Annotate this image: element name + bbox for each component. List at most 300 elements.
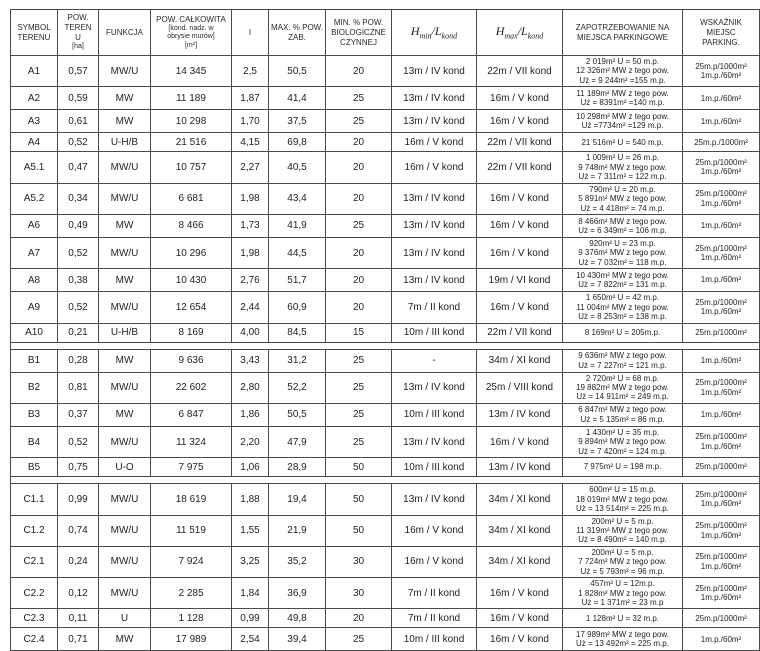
parking-line: 2 720m² U = 68 m.p. (585, 373, 660, 383)
cell-hmin-C2.4: 10m / III kond (392, 628, 477, 651)
header-label-line: SYMBOL (17, 22, 51, 32)
cell-i-B3: 1,86 (232, 403, 269, 426)
table-row-A7 (11, 237, 760, 268)
cell-hmin-A6: 13m / IV kond (392, 214, 477, 237)
cell-funkcja-B5: U-O (99, 458, 151, 477)
parking-line: 10 298m² MW z tego pow. (576, 111, 669, 121)
wskaznik-line: 1m.p./60m² (700, 221, 742, 231)
cell-minb-B5: 50 (326, 458, 392, 477)
header-label-line: POW. (67, 13, 89, 23)
cell-wskaznik-A5.2 (683, 183, 760, 214)
parking-line: 6 847m² MW z tego pow. (578, 405, 667, 415)
cell-maxz-A6: 41,9 (269, 214, 326, 237)
wskaznik-line: 1m.p./60m² (700, 387, 742, 397)
parking-line: Uż = 13 514m² = 225 m.p. (576, 504, 669, 514)
table-row-A5.2 (11, 183, 760, 214)
cell-pow-A10: 0,21 (58, 323, 99, 342)
cell-funkcja-B4: MW/U (99, 426, 151, 457)
table-row-A10 (11, 323, 760, 342)
cell-funkcja-A2: MW (99, 87, 151, 110)
cell-powc-C2.4: 17 989 (151, 628, 232, 651)
header-cell-symbol (11, 10, 58, 56)
cell-funkcja-B2: MW/U (99, 372, 151, 403)
cell-pow-A7: 0,52 (58, 237, 99, 268)
parking-line: Uż = 13 492m² = 225 m.p. (576, 639, 669, 649)
table-row-A5.1 (11, 152, 760, 183)
wskaznik-line: 1m.p./60m² (700, 198, 742, 208)
cell-pow-A6: 0,49 (58, 214, 99, 237)
cell-parking-A6 (563, 214, 683, 237)
cell-symbol-A1: A1 (11, 56, 58, 87)
parking-line: 17 989m² MW z tego pow. (576, 630, 669, 639)
cell-wskaznik-A2 (683, 87, 760, 110)
cell-symbol-A10: A10 (11, 323, 58, 342)
cell-hmin-B4: 13m / IV kond (392, 426, 477, 457)
parking-line: 920m² U = 23 m.p. (589, 238, 656, 248)
cell-funkcja-B3: MW (99, 403, 151, 426)
cell-powc-C1.1: 18 619 (151, 484, 232, 515)
cell-i-C1.2: 1,55 (232, 515, 269, 546)
cell-symbol-B1: B1 (11, 349, 58, 372)
section-separator-row (11, 342, 760, 349)
header-label-line: TERENU (17, 32, 51, 42)
cell-parking-A5.2 (563, 183, 683, 214)
cell-hmin-A2: 13m / IV kond (392, 87, 477, 110)
cell-powc-A6: 8 466 (151, 214, 232, 237)
parking-line: Uż =7734m² =129 m.p. (581, 121, 664, 131)
cell-symbol-B4: B4 (11, 426, 58, 457)
wskaznik-line: 1m.p./60m² (700, 167, 742, 177)
header-cell-wskaznik (683, 10, 760, 56)
cell-pow-A4: 0,52 (58, 133, 99, 152)
parking-line: 9 894m² MW z tego pow. (578, 437, 667, 447)
parking-line: Uż = 8 490m² = 140 m.p. (578, 535, 667, 545)
cell-hmin-A5.2: 13m / IV kond (392, 183, 477, 214)
cell-powc-A3: 10 298 (151, 110, 232, 133)
cell-pow-B5: 0,75 (58, 458, 99, 477)
table-row-C2.3 (11, 609, 760, 628)
header-label-line: MIN. % POW. (333, 17, 384, 27)
parking-line: Uż = 1 371m² = 23 m.p (581, 598, 664, 607)
cell-parking-A7 (563, 237, 683, 268)
cell-hmax-B4: 16m / V kond (477, 426, 563, 457)
parking-line: Uż = 7 311m² = 122 m.p. (578, 172, 667, 182)
parking-line: Uż = 7 032m² = 118 m.p. (578, 257, 667, 267)
cell-hmin-A9: 7m / II kond (392, 292, 477, 323)
parking-line: 9 748m² MW z tego pow. (578, 162, 667, 172)
cell-hmin-C2.2: 7m / II kond (392, 578, 477, 609)
cell-i-A3: 1,70 (232, 110, 269, 133)
header-sublabel-line: [m²] (184, 41, 198, 49)
cell-maxz-B1: 31,2 (269, 349, 326, 372)
parking-line: 7 975m² U = 198 m.p. (583, 462, 662, 472)
wskaznik-line: 25m.p/1000m² (695, 157, 747, 167)
cell-pow-C2.2: 0,12 (58, 578, 99, 609)
cell-hmin-A8: 13m / IV kond (392, 269, 477, 292)
cell-wskaznik-B3 (683, 403, 760, 426)
cell-hmax-A9: 16m / V kond (477, 292, 563, 323)
wskaznik-line: 25m.p/1000m² (695, 327, 747, 337)
cell-powc-A1: 14 345 (151, 56, 232, 87)
cell-funkcja-C1.2: MW/U (99, 515, 151, 546)
parking-line: Uż = 6 349m² = 106 m.p. (578, 225, 667, 235)
wskaznik-line: 25m.p/1000m² (695, 583, 747, 593)
cell-parking-B2 (563, 372, 683, 403)
cell-wskaznik-B5 (683, 458, 760, 477)
cell-maxz-B5: 28,9 (269, 458, 326, 477)
cell-symbol-C1.2: C1.2 (11, 515, 58, 546)
cell-parking-A5.1 (563, 152, 683, 183)
cell-minb-A5.1: 20 (326, 152, 392, 183)
cell-hmax-A8: 19m / VI kond (477, 269, 563, 292)
cell-hmax-A4: 22m / VII kond (477, 133, 563, 152)
table-row-C1.2 (11, 515, 760, 546)
cell-wskaznik-B1 (683, 349, 760, 372)
cell-hmax-C2.2: 16m / V kond (477, 578, 563, 609)
header-label-line: MIEJSC (706, 27, 736, 37)
cell-symbol-B3: B3 (11, 403, 58, 426)
cell-funkcja-A10: U-H/B (99, 323, 151, 342)
cell-funkcja-A7: MW/U (99, 237, 151, 268)
cell-minb-C2.4: 25 (326, 628, 392, 651)
cell-i-B4: 2,20 (232, 426, 269, 457)
parking-line: Uż = 5 135m² = 86 m.p. (580, 414, 665, 424)
cell-hmax-B2: 25m / VIII kond (477, 372, 563, 403)
wskaznik-line: 1m.p./60m² (700, 561, 742, 571)
header-cell-hmin (392, 10, 477, 56)
cell-maxz-B3: 50,5 (269, 403, 326, 426)
header-cell-funkcja (99, 10, 151, 56)
cell-i-C1.1: 1,88 (232, 484, 269, 515)
wskaznik-line: 1m.p./60m² (700, 442, 742, 452)
cell-hmax-B1: 34m / XI kond (477, 349, 563, 372)
table-row-A9 (11, 292, 760, 323)
parking-line: Uż = 8391m² =140 m.p. (580, 98, 665, 108)
cell-parking-A4 (563, 133, 683, 152)
header-row (11, 10, 760, 56)
cell-minb-C1.2: 50 (326, 515, 392, 546)
cell-parking-A2 (563, 87, 683, 110)
cell-wskaznik-C2.2 (683, 578, 760, 609)
header-label-line: PARKING. (702, 37, 740, 47)
cell-hmin-B2: 13m / IV kond (392, 372, 477, 403)
parking-line: 11 004m² MW z tego pow. (576, 302, 669, 312)
cell-hmax-A3: 16m / V kond (477, 110, 563, 133)
cell-pow-A5.1: 0,47 (58, 152, 99, 183)
cell-symbol-A3: A3 (11, 110, 58, 133)
cell-hmin-A10: 10m / III kond (392, 323, 477, 342)
parking-line: 21 516m² U = 540 m.p. (581, 137, 664, 147)
cell-pow-A8: 0,38 (58, 269, 99, 292)
wskaznik-line: 25m.p/1000m² (695, 613, 747, 623)
parking-line: 790m² U = 20 m.p. (589, 184, 656, 194)
cell-hmax-C2.1: 34m / XI kond (477, 546, 563, 577)
cell-maxz-C2.4: 39,4 (269, 628, 326, 651)
table-row-B1 (11, 349, 760, 372)
parking-line: 200m² U = 5 m.p. (591, 516, 654, 526)
cell-maxz-A2: 41,4 (269, 87, 326, 110)
wskaznik-line: 25m.p./1000m² (694, 137, 748, 147)
cell-i-A8: 2,76 (232, 269, 269, 292)
cell-i-A5.1: 2,27 (232, 152, 269, 183)
cell-i-A9: 2,44 (232, 292, 269, 323)
cell-symbol-B5: B5 (11, 458, 58, 477)
cell-hmin-A1: 13m / IV kond (392, 56, 477, 87)
section-separator-cell (11, 477, 760, 484)
cell-funkcja-A5.1: MW/U (99, 152, 151, 183)
cell-i-B2: 2,80 (232, 372, 269, 403)
cell-pow-A3: 0,61 (58, 110, 99, 133)
header-cell-max_pow_zab (269, 10, 326, 56)
cell-hmax-A6: 16m / V kond (477, 214, 563, 237)
cell-minb-A10: 15 (326, 323, 392, 342)
header-cell-pow_terenu (58, 10, 99, 56)
cell-parking-B1 (563, 349, 683, 372)
cell-wskaznik-A3 (683, 110, 760, 133)
cell-i-B1: 3,43 (232, 349, 269, 372)
wskaznik-line: 25m.p/1000m² (695, 189, 747, 199)
header-label-line: MAX. % POW. (271, 22, 324, 32)
cell-hmin-B5: 10m / III kond (392, 458, 477, 477)
wskaznik-line: 1m.p./60m² (700, 307, 742, 317)
wskaznik-line: 1m.p./60m² (700, 530, 742, 540)
table-row-A6 (11, 214, 760, 237)
cell-symbol-A9: A9 (11, 292, 58, 323)
cell-pow-A9: 0,52 (58, 292, 99, 323)
parking-line: 7 724m² MW z tego pow. (578, 557, 667, 567)
table-row-C2.4 (11, 628, 760, 651)
cell-wskaznik-A9 (683, 292, 760, 323)
cell-hmax-C1.2: 34m / XI kond (477, 515, 563, 546)
cell-pow-A2: 0,59 (58, 87, 99, 110)
parking-line: Uż = 9 244m² =155 m.p. (579, 75, 666, 85)
header-cell-parking (563, 10, 683, 56)
table-row-A2 (11, 87, 760, 110)
cell-parking-C2.2 (563, 578, 683, 609)
header-label-line: POW. CAŁKOWITA (156, 14, 226, 24)
cell-powc-B4: 11 324 (151, 426, 232, 457)
cell-symbol-C2.2: C2.2 (11, 578, 58, 609)
cell-parking-C2.3 (563, 609, 683, 628)
cell-symbol-A8: A8 (11, 269, 58, 292)
table-row-B4 (11, 426, 760, 457)
cell-minb-B1: 25 (326, 349, 392, 372)
cell-minb-A9: 20 (326, 292, 392, 323)
parking-line: Uż = 7 227m² = 121 m.p. (578, 360, 667, 370)
cell-symbol-A5.2: A5.2 (11, 183, 58, 214)
cell-funkcja-A4: U-H/B (99, 133, 151, 152)
parking-line: 1 128m² U = 32 m.p. (585, 613, 660, 623)
cell-parking-A10 (563, 323, 683, 342)
cell-wskaznik-B4 (683, 426, 760, 457)
wskaznik-line: 1m.p./60m² (700, 355, 742, 365)
parking-line: Uż = 7 420m² = 124 m.p. (578, 446, 667, 456)
cell-powc-B3: 6 847 (151, 403, 232, 426)
parking-line: Uż = 5 793m² = 96 m.p. (580, 566, 665, 576)
cell-symbol-B2: B2 (11, 372, 58, 403)
cell-maxz-A5.2: 43,4 (269, 183, 326, 214)
parking-line: Uż = 7 822m² = 131 m.p. (578, 280, 667, 290)
cell-funkcja-C2.1: MW/U (99, 546, 151, 577)
parking-line: 19 882m² MW z tego pow. (576, 383, 669, 392)
cell-pow-A5.2: 0,34 (58, 183, 99, 214)
cell-funkcja-B1: MW (99, 349, 151, 372)
cell-i-A4: 4,15 (232, 133, 269, 152)
cell-maxz-A10: 84,5 (269, 323, 326, 342)
cell-hmax-B5: 13m / IV kond (477, 458, 563, 477)
parking-line: 1 650m² U = 42 m.p. (585, 293, 660, 303)
cell-maxz-C2.2: 36,9 (269, 578, 326, 609)
cell-maxz-C1.2: 21,9 (269, 515, 326, 546)
cell-maxz-A7: 44,5 (269, 237, 326, 268)
section-separator-cell (11, 342, 760, 349)
cell-funkcja-C2.4: MW (99, 628, 151, 651)
table-row-C2.2 (11, 578, 760, 609)
header-label-line: FUNKCJA (106, 27, 143, 37)
parking-line: 11 319m² MW z tego pow. (576, 525, 669, 535)
cell-i-A1: 2,5 (232, 56, 269, 87)
cell-hmax-C1.1: 34m / XI kond (477, 484, 563, 515)
parking-line: 200m² U = 5 m.p. (591, 547, 654, 557)
cell-pow-B4: 0,52 (58, 426, 99, 457)
cell-minb-A7: 20 (326, 237, 392, 268)
cell-maxz-B4: 47,9 (269, 426, 326, 457)
cell-hmin-A5.1: 16m / V kond (392, 152, 477, 183)
cell-i-B5: 1,06 (232, 458, 269, 477)
parking-line: 9 376m² MW z tego pow. (578, 248, 667, 258)
parking-line: 5 891m² MW z tego pow. (578, 194, 667, 204)
cell-hmin-C2.1: 16m / V kond (392, 546, 477, 577)
cell-i-A10: 4,00 (232, 323, 269, 342)
cell-maxz-A8: 51,7 (269, 269, 326, 292)
cell-hmin-B1: - (392, 349, 477, 372)
cell-minb-A4: 20 (326, 133, 392, 152)
parking-line: 18 019m² MW z tego pow. (576, 494, 669, 504)
cell-maxz-C2.1: 35,2 (269, 546, 326, 577)
cell-pow-C2.4: 0,71 (58, 628, 99, 651)
cell-powc-A5.2: 6 681 (151, 183, 232, 214)
cell-i-A6: 1,73 (232, 214, 269, 237)
cell-hmin-C1.1: 13m / IV kond (392, 484, 477, 515)
wskaznik-line: 1m.p./60m² (700, 93, 742, 103)
wskaznik-line: 1m.p./60m² (700, 499, 742, 509)
cell-parking-B4 (563, 426, 683, 457)
cell-pow-B2: 0,81 (58, 372, 99, 403)
math-header-hmax: $H_{max}/L_{kond}$ (495, 23, 544, 41)
cell-funkcja-C2.3: U (99, 609, 151, 628)
cell-symbol-C1.1: C1.1 (11, 484, 58, 515)
header-label-line: MIEJSCA PARKINGOWE (577, 32, 668, 42)
cell-maxz-C2.3: 49,8 (269, 609, 326, 628)
cell-wskaznik-C1.2 (683, 515, 760, 546)
cell-parking-C2.4 (563, 628, 683, 651)
cell-pow-C2.3: 0,11 (58, 609, 99, 628)
table-row-C2.1 (11, 546, 760, 577)
cell-funkcja-A9: MW/U (99, 292, 151, 323)
cell-minb-C2.3: 20 (326, 609, 392, 628)
parking-line: 11 189m² MW z tego pow. (576, 88, 669, 98)
cell-maxz-C1.1: 19,4 (269, 484, 326, 515)
cell-hmax-A10: 22m / VII kond (477, 323, 563, 342)
table-body (11, 56, 760, 651)
cell-powc-C2.1: 7 924 (151, 546, 232, 577)
wskaznik-line: 25m.p/1000m² (695, 489, 747, 499)
wskaznik-line: 1m.p./60m² (700, 593, 742, 603)
cell-i-C2.3: 0,99 (232, 609, 269, 628)
cell-i-C2.1: 3,25 (232, 546, 269, 577)
header-sublabel-line: obrysie murów] (167, 33, 215, 41)
section-separator-row (11, 477, 760, 484)
cell-i-A2: 1,87 (232, 87, 269, 110)
table-row-B2 (11, 372, 760, 403)
parking-line: Uż = 8 253m² = 138 m.p. (578, 312, 667, 322)
cell-wskaznik-A8 (683, 269, 760, 292)
cell-funkcja-C2.2: MW/U (99, 578, 151, 609)
cell-hmax-A2: 16m / V kond (477, 87, 563, 110)
wskaznik-line: 25m.p/1000m² (695, 378, 747, 388)
parking-line: 457m² U = 12m.p. (590, 579, 655, 589)
header-label-line: BIOLOGICZNE (331, 27, 386, 37)
cell-wskaznik-C2.4 (683, 628, 760, 651)
cell-pow-C1.2: 0,74 (58, 515, 99, 546)
wskaznik-line: 1m.p./60m² (700, 71, 742, 81)
table-row-A8 (11, 269, 760, 292)
cell-pow-B3: 0,37 (58, 403, 99, 426)
cell-symbol-A4: A4 (11, 133, 58, 152)
cell-minb-B3: 25 (326, 403, 392, 426)
cell-hmin-A7: 13m / IV kond (392, 237, 477, 268)
cell-wskaznik-C1.1 (683, 484, 760, 515)
wskaznik-line: 25m.p/1000m² (695, 552, 747, 562)
table-row-A3 (11, 110, 760, 133)
cell-symbol-A2: A2 (11, 87, 58, 110)
cell-symbol-A7: A7 (11, 237, 58, 268)
cell-i-A7: 1,98 (232, 237, 269, 268)
header-sublabel-line: [ha] (72, 43, 84, 51)
cell-powc-A10: 8 169 (151, 323, 232, 342)
cell-minb-A2: 25 (326, 87, 392, 110)
cell-funkcja-A8: MW (99, 269, 151, 292)
cell-powc-C2.2: 2 285 (151, 578, 232, 609)
cell-wskaznik-C2.1 (683, 546, 760, 577)
cell-funkcja-A1: MW/U (99, 56, 151, 87)
cell-maxz-A4: 69,8 (269, 133, 326, 152)
cell-minb-A8: 20 (326, 269, 392, 292)
cell-i-C2.4: 2,54 (232, 628, 269, 651)
cell-maxz-B2: 52,2 (269, 372, 326, 403)
header-label-line: ZAB. (288, 32, 306, 42)
table-row-C1.1 (11, 484, 760, 515)
cell-parking-C1.2 (563, 515, 683, 546)
cell-parking-A9 (563, 292, 683, 323)
cell-symbol-A5.1: A5.1 (11, 152, 58, 183)
cell-powc-B2: 22 602 (151, 372, 232, 403)
cell-maxz-A3: 37,5 (269, 110, 326, 133)
wskaznik-line: 25m.p/1000m² (695, 462, 747, 472)
cell-powc-B1: 9 636 (151, 349, 232, 372)
cell-hmin-B3: 10m / III kond (392, 403, 477, 426)
header-label-line: I (248, 27, 252, 37)
cell-wskaznik-A4 (683, 133, 760, 152)
cell-parking-B3 (563, 403, 683, 426)
header-label-line: ZAPOTRZEBOWANIE NA (575, 22, 670, 32)
cell-wskaznik-A6 (683, 214, 760, 237)
wskaznik-line: 1m.p./60m² (700, 116, 742, 126)
cell-hmin-A3: 13m / IV kond (392, 110, 477, 133)
table-row-A4 (11, 133, 760, 152)
cell-minb-A1: 20 (326, 56, 392, 87)
cell-pow-C1.1: 0,99 (58, 484, 99, 515)
